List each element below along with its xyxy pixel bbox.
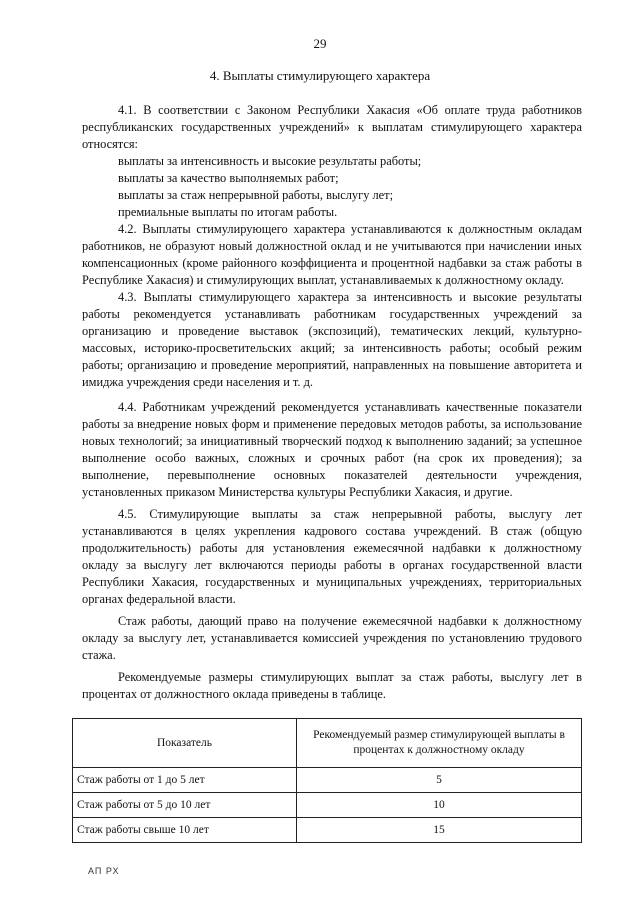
list-item: выплаты за интенсивность и высокие результаты работы; [118,154,422,168]
list-item: выплаты за качество выполняемых работ; [118,171,339,185]
document-body [82,102,582,703]
paragraph-4-5: 4.5. Стимулирующие выплаты за стаж непрерывной работы, выслугу лет устанавливаются в целях укрепления кадрового состава учреждений. В стаж (общую продолжительность) работы для установления ежемесячной надбавки к должностному окладу за выслугу лет включаются периоды работы в органах государственной власти Республики Хакасия, государственных и муниципальных учреждениях, территориальных органах федеральной власти. [82,507,582,606]
table-cell: 5 [297,768,582,793]
table-cell: Стаж работы от 1 до 5 лет [73,768,297,793]
table-cell: 10 [297,793,582,818]
paragraph-4-1: 4.1. В соответствии с Законом Республики Хакасия «Об оплате труда работников республиканских государственных учреждений» к выплатам стимулирующего характера относятся: [82,103,582,151]
table-cell: 15 [297,818,582,843]
table-cell: Стаж работы свыше 10 лет [73,818,297,843]
paragraph-4-2: 4.2. Выплаты стимулирующего характера устанавливаются к должностным окладам работников, не образуют новый должностной оклад и не учитываются при начислении иных компенсационных (кроме районного коэффициента и процентной надбавки за стаж работы в Республике Хакасия) и стимулирующих выплат, устанавливаемых к должностному окладу. [82,222,582,287]
page-number: 29 [313,36,327,51]
table-row [73,818,582,843]
table-row [73,768,582,793]
paragraph-stazh: Стаж работы, дающий право на получение ежемесячной надбавки к должностному окладу за выслугу лет, устанавливается комиссией учреждения по установлению трудового стажа. [82,614,582,662]
paragraph-4-3: 4.3. Выплаты стимулирующего характера за интенсивность и высокие результаты работы рекомендуется устанавливать работникам государственных учреждений за организацию и проведение выставок (экспозиций), тематических лекций, культурно-массовых, историко-просветительских акций; за интенсивность работы; особый режим работы; организацию и проведение мероприятий, направленных на повышение авторитета и имиджа учреждения среди населения и т. д. [82,290,582,389]
seniority-table [72,718,582,843]
footer-stamp: АП РХ [88,866,120,876]
table-header-cell: Рекомендуемый размер стимулирующей выплаты в процентах к должностному окладу [297,719,582,768]
table-header-row [73,719,582,768]
table-row [73,793,582,818]
list-item: выплаты за стаж непрерывной работы, выслугу лет; [118,188,394,202]
paragraph-4-4: 4.4. Работникам учреждений рекомендуется устанавливать качественные показатели работы за внедрение новых форм и применение передовых методов работы, за использование новых технологий; за инициативный творческий подход к выполнению заданий; за успешное выполнение особо важных, сложных и срочных работ (на срок их проведения); за выполнение, перевыполнение основных показателей деятельности учреждения, установленных приказом Министерства культуры Республики Хакасия, и другие. [82,400,582,499]
section-title: 4. Выплаты стимулирующего характера [209,68,431,83]
list-item: премиальные выплаты по итогам работы. [118,205,338,219]
table-header-cell: Показатель [73,719,297,768]
table-cell: Стаж работы от 5 до 10 лет [73,793,297,818]
paragraph-razmer: Рекомендуемые размеры стимулирующих выплат за стаж работы, выслугу лет в процентах от должностного оклада приведены в таблице. [82,670,582,701]
